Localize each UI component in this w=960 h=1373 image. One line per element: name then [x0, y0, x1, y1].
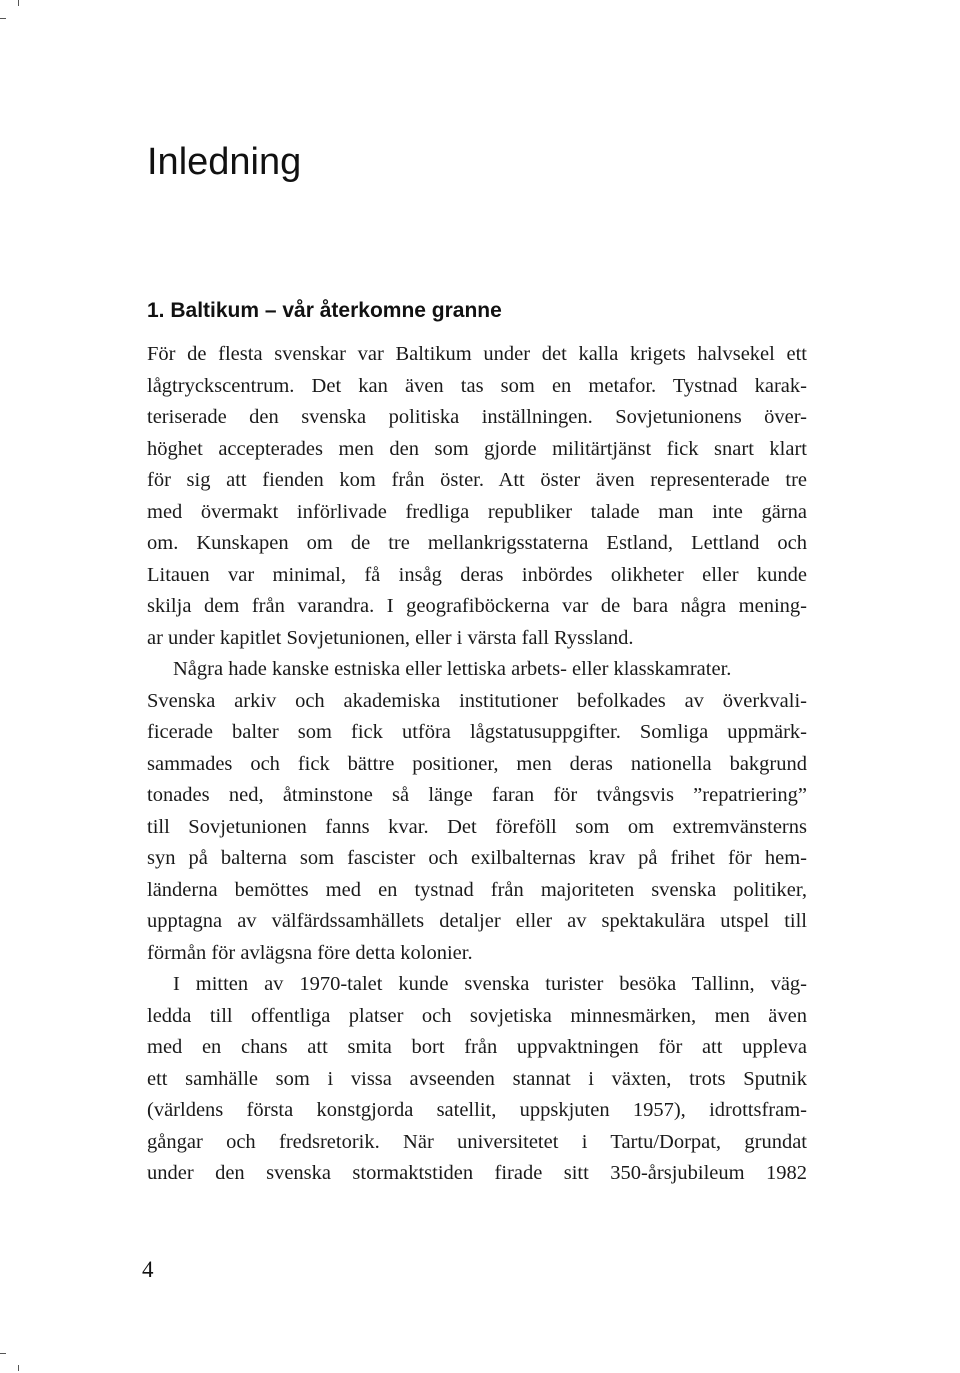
text-line: med en chans att smita bort från uppvaktningen för att uppleva	[147, 1036, 807, 1058]
text-line: med övermakt införlivade fredliga republiker talade man inte gärna	[147, 500, 807, 523]
text-line: höghet accepterades men den som gjorde militärtjänst fick snart klart	[147, 437, 807, 460]
text-line: till Sovjetunionen fanns kvar. Det föreföll som om extremvänsterns	[147, 815, 807, 838]
text-line: länderna bemöttes med en tystnad från majoriteten svenska politiker,	[147, 878, 807, 901]
text-line: under den svenska stormaktstiden firade sitt 350-årsjubileum 1982	[147, 1162, 807, 1184]
crop-mark-bottom-left-h	[0, 1353, 6, 1354]
text-line: I mitten av 1970-talet kunde svenska turister besöka Tallinn, väg-	[173, 973, 807, 995]
text-line: syn på balterna som fascister och exilbalternas krav på frihet för hem-	[147, 847, 807, 869]
text-line: För de flesta svenskar var Baltikum under det kalla krigets halvsekel ett	[147, 343, 807, 365]
page-title: Inledning	[147, 141, 302, 183]
text-line: lågtryckscentrum. Det kan även tas som en metafor. Tystnad karak-	[147, 374, 807, 397]
text-line: om. Kunskapen om de tre mellankrigsstaterna Estland, Lettland och	[147, 532, 807, 554]
text-line: upptagna av välfärdssamhällets detaljer eller av spektakulära utspel till	[147, 910, 807, 932]
crop-mark-top-left-v	[18, 0, 19, 6]
crop-mark-bottom-left-v	[18, 1365, 19, 1371]
body-text	[147, 339, 807, 1190]
text-line: ledda till offentliga platser och sovjetiska minnesmärken, men även	[147, 1004, 807, 1027]
crop-mark-top-left-h	[0, 18, 6, 19]
text-line: Svenska arkiv och akademiska institutioner befolkades av överkvali-	[147, 689, 807, 712]
section-heading: 1. Baltikum – vår återkomne granne	[147, 299, 502, 322]
text-line: förmån för avlägsna före detta kolonier.	[147, 941, 473, 964]
text-line: skilja dem från varandra. I geografiböckerna var de bara några mening-	[147, 595, 807, 617]
text-line: Några hade kanske estniska eller lettiska arbets- eller klasskamrater.	[173, 658, 732, 680]
text-line: Litauen var minimal, få insåg deras inbördes olikheter eller kunde	[147, 563, 807, 586]
text-line: för sig att fienden kom från öster. Att öster även representerade tre	[147, 469, 807, 491]
page-number: 4	[142, 1257, 154, 1282]
text-line: tonades ned, åtminstone så länge faran för tvångsvis ”repatriering”	[147, 784, 807, 806]
text-line: (världens första konstgjorda satellit, uppskjuten 1957), idrottsfram-	[147, 1099, 807, 1121]
text-line: gångar och fredsretorik. När universitetet i Tartu/Dorpat, grundat	[147, 1130, 807, 1153]
text-line: ficerade balter som fick utföra lågstatusuppgifter. Somliga uppmärk-	[147, 721, 807, 743]
text-line: ar under kapitlet Sovjetunionen, eller i värsta fall Ryssland.	[147, 626, 634, 649]
text-line: teriserade den svenska politiska inställningen. Sovjetunionens över-	[147, 406, 807, 428]
text-line: sammades och fick bättre positioner, men deras nationella bakgrund	[147, 752, 807, 775]
text-line: ett samhälle som i vissa avseenden stannat i växten, trots Sputnik	[147, 1067, 807, 1090]
